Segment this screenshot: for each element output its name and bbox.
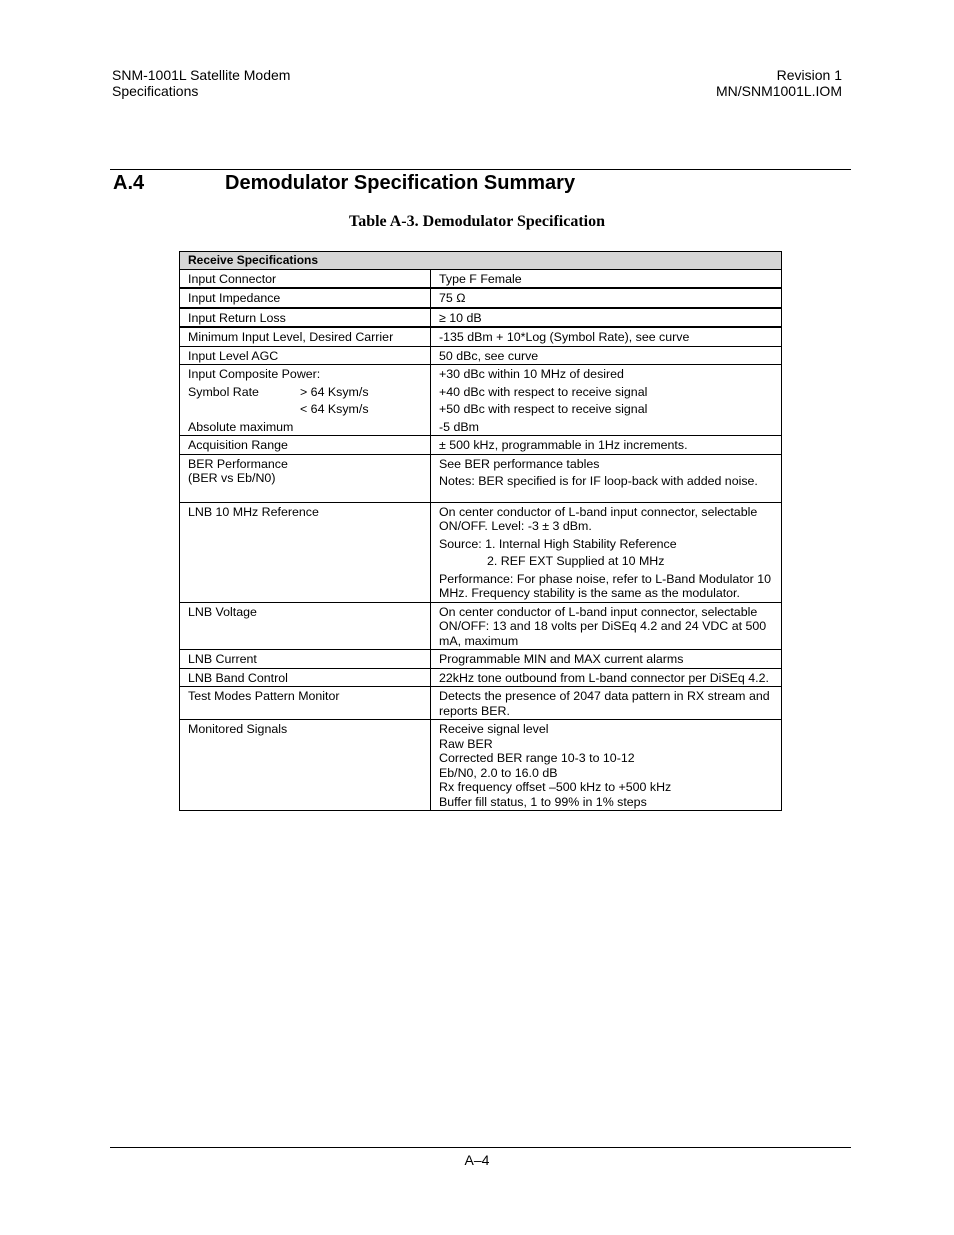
symbol-rate-label: Symbol Rate	[188, 384, 259, 399]
row-value: Programmable MIN and MAX current alarms	[431, 650, 782, 669]
row-value: 50 dBc, see curve	[431, 346, 782, 365]
table-row	[180, 346, 782, 365]
ber-value-1: See BER performance tables	[439, 456, 600, 471]
header-right	[716, 67, 842, 99]
row-value: 75 Ω	[431, 288, 782, 308]
demodulator-spec-table	[179, 251, 782, 811]
table-row	[180, 687, 782, 720]
table-row	[180, 668, 782, 687]
row-label: Input Return Loss	[180, 308, 431, 328]
table-header-row	[180, 252, 782, 270]
symbol-rate-lt-line	[188, 402, 422, 417]
row-value	[431, 720, 782, 811]
row-label: LNB 10 MHz Reference	[180, 502, 431, 602]
absolute-max-label: Absolute maximum	[188, 419, 294, 434]
monitored-value-3: Corrected BER range 10-3 to 10-12	[439, 751, 635, 765]
ber-label-1: BER Performance	[188, 456, 288, 471]
table-header: Receive Specifications	[180, 252, 782, 270]
table-row	[180, 720, 782, 811]
row-label	[180, 365, 431, 436]
section-heading	[113, 172, 575, 195]
row-label: Input Connector	[180, 269, 431, 288]
lnb-ref-value-2: Source: 1. Internal High Stability Reference	[439, 536, 677, 551]
table-row	[180, 365, 782, 436]
row-value: ± 500 kHz, programmable in 1Hz increments.	[431, 436, 782, 455]
monitored-value-6: Buffer fill status, 1 to 99% in 1% steps	[439, 794, 647, 809]
composite-value-3: +50 dBc with respect to receive signal	[439, 402, 648, 416]
row-label: Test Modes Pattern Monitor	[180, 687, 431, 720]
table-row	[180, 269, 782, 288]
table-row	[180, 288, 782, 308]
table-row	[180, 327, 782, 346]
table-row	[180, 650, 782, 669]
ber-label-2: (BER vs Eb/N0)	[188, 471, 276, 485]
section-title: Demodulator Specification Summary	[225, 172, 576, 194]
row-label	[180, 454, 431, 502]
symbol-rate-gt: > 64 Ksym/s	[300, 384, 369, 399]
header-doc-number: MN/SNM1001L.IOM	[715, 83, 842, 99]
row-value: -135 dBm + 10*Log (Symbol Rate), see curve	[431, 327, 782, 346]
monitored-value-1: Receive signal level	[439, 722, 549, 736]
table-caption: Table A-3. Demodulator Specification	[348, 213, 605, 230]
ber-value-2: Notes: BER specified is for IF loop-back with added noise.	[439, 474, 758, 488]
row-value	[431, 454, 782, 502]
table-row	[180, 454, 782, 502]
composite-power-label: Input Composite Power:	[188, 367, 321, 381]
row-value	[431, 502, 782, 602]
composite-value-2: +40 dBc with respect to receive signal	[439, 384, 648, 399]
table-row	[180, 602, 782, 650]
symbol-rate-line	[188, 385, 422, 400]
table-row	[180, 436, 782, 455]
symbol-rate-lt: < 64 Ksym/s	[300, 402, 369, 416]
row-value: On center conductor of L-band input connector, selectable ON/OFF: 13 and 18 volts per DiSEq 4.2 and 24 VDC at 500 mA, maximum	[431, 602, 782, 650]
row-value: 22kHz tone outbound from L-band connector per DiSEq 4.2.	[431, 668, 782, 687]
row-value	[431, 365, 782, 436]
row-label: Acquisition Range	[180, 436, 431, 455]
bottom-divider	[110, 1147, 851, 1148]
row-label: LNB Voltage	[180, 602, 431, 650]
row-value: ≥ 10 dB	[431, 308, 782, 328]
row-label: Input Level AGC	[180, 346, 431, 365]
header-revision: Revision 1	[776, 67, 842, 83]
row-label: LNB Current	[180, 650, 431, 669]
top-divider	[110, 169, 851, 170]
row-label: LNB Band Control	[180, 668, 431, 687]
lnb-ref-value-3: 2. REF EXT Supplied at 10 MHz	[487, 554, 665, 568]
composite-value-1: +30 dBc within 10 MHz of desired	[439, 367, 624, 381]
monitored-value-2: Raw BER	[439, 736, 493, 751]
row-label: Monitored Signals	[180, 720, 431, 811]
composite-value-4: -5 dBm	[439, 419, 479, 434]
header-left	[112, 67, 290, 99]
row-label: Minimum Input Level, Desired Carrier	[180, 327, 431, 346]
section-number: A.4	[113, 172, 145, 194]
header-chapter: Specifications	[112, 83, 199, 99]
row-value: Type F Female	[431, 269, 782, 288]
table-row	[180, 308, 782, 328]
table-row	[180, 502, 782, 602]
header-product: SNM-1001L Satellite Modem	[112, 67, 291, 83]
monitored-value-4: Eb/N0, 2.0 to 16.0 dB	[439, 765, 558, 780]
lnb-ref-value-1: On center conductor of L-band input connector, selectable ON/OFF. Level: -3 ± 3 dBm.	[439, 504, 758, 533]
row-value: Detects the presence of 2047 data pattern in RX stream and reports BER.	[431, 687, 782, 720]
monitored-value-5: Rx frequency offset –500 kHz to +500 kHz	[439, 780, 672, 794]
lnb-ref-value-4: Performance: For phase noise, refer to L-Band Modulator 10 MHz. Frequency stability is the same as the modulator.	[439, 571, 771, 600]
page-number: A–4	[464, 1152, 490, 1168]
row-label: Input Impedance	[180, 288, 431, 308]
